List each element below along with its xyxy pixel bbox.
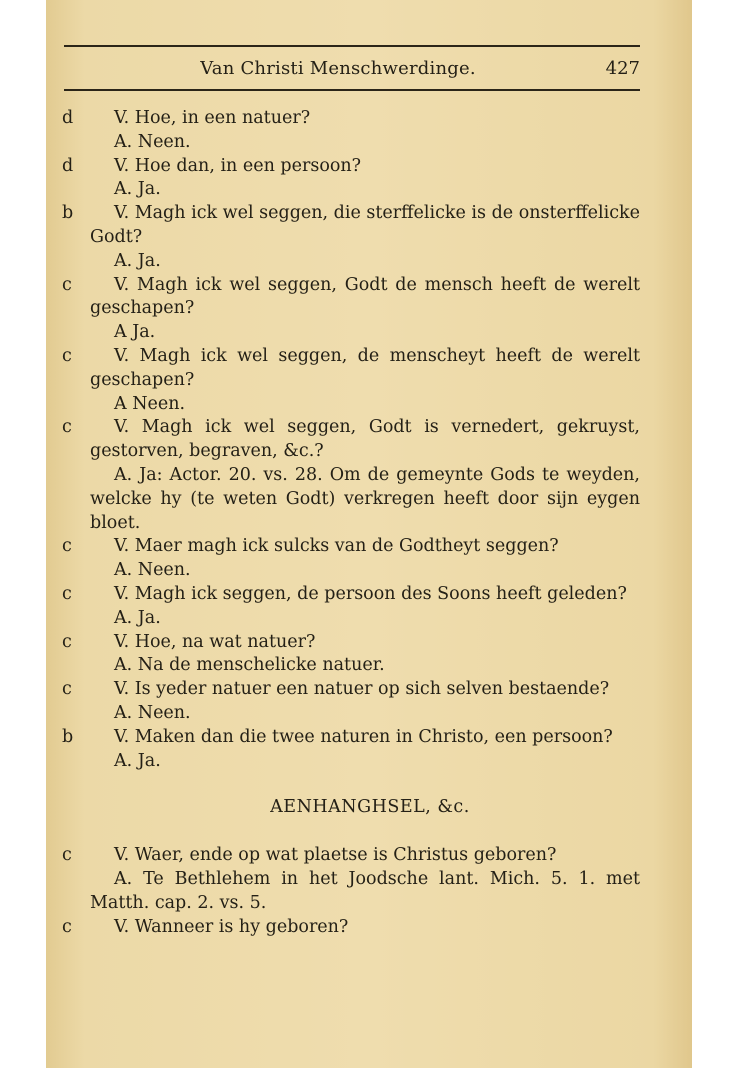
- margin-marker: c: [62, 417, 72, 438]
- answer-text: A. Na de menschelicke natuer.: [114, 655, 385, 676]
- qa-entry: [62, 916, 640, 940]
- question-text: V. Wanneer is hy geboren?: [114, 916, 349, 937]
- qa-entry: [62, 631, 640, 679]
- page-number: 427: [605, 58, 640, 79]
- answer-text: A. Te Bethlehem in het Joodsche lant. Mich. 5. 1. met Matth. cap. 2. vs. 5.: [90, 868, 640, 913]
- margin-marker: b: [62, 726, 74, 747]
- answer-text: A. Ja.: [114, 607, 161, 628]
- margin-marker: c: [62, 679, 72, 700]
- appendix-question-list: [62, 844, 640, 939]
- book-page: [46, 0, 692, 1068]
- question-text: V. Magh ick wel seggen, Godt de mensch heeft de werelt geschapen?: [90, 274, 640, 319]
- qa-entry: [62, 345, 640, 416]
- qa-entry: [62, 535, 640, 583]
- question-text: V. Magh ick seggen, de persoon des Soons heeft geleden?: [114, 583, 627, 604]
- margin-marker: c: [62, 345, 72, 366]
- header-rule-bottom: [64, 89, 640, 91]
- answer-text: A Ja.: [114, 322, 156, 343]
- question-answer-list: [62, 107, 640, 773]
- question-text: V. Maken dan die twee naturen in Christo, een persoon?: [114, 726, 613, 747]
- margin-marker: d: [62, 108, 74, 128]
- catechism-text: [62, 107, 640, 939]
- answer-text: A. Ja.: [114, 250, 161, 271]
- answer-text: A. Neen.: [114, 131, 191, 152]
- question-text: V. Magh ick wel seggen, die sterffelicke is de onsterffelicke Godt?: [90, 203, 640, 247]
- margin-marker: c: [62, 631, 72, 652]
- header-rule-top: [64, 45, 640, 47]
- question-text: V. Maer magh ick sulcks van de Godtheyt seggen?: [114, 536, 559, 557]
- answer-text: A. Ja.: [114, 750, 161, 771]
- answer-text: A. Ja: Actor. 20. vs. 28. Om de gemeynte Gods te weyden, welcke hy (te weten Godt) verkregen heeft door sijn eygen bloet.: [90, 464, 640, 533]
- qa-entry: [62, 107, 640, 155]
- qa-entry: [62, 583, 640, 631]
- qa-entry: [62, 202, 640, 273]
- running-head-title: Van Christi Menschwerdinge.: [200, 58, 476, 79]
- question-text: V. Magh ick wel seggen, Godt is vernedert, gekruyst, gestorven, begraven, &c.?: [90, 417, 640, 462]
- qa-entry: [62, 726, 640, 774]
- qa-entry: [62, 844, 640, 915]
- qa-entry: [62, 416, 640, 535]
- answer-text: A. Neen.: [114, 702, 191, 723]
- margin-marker: c: [62, 845, 72, 866]
- qa-entry: [62, 155, 640, 203]
- margin-marker: c: [62, 274, 72, 295]
- margin-marker: c: [62, 536, 72, 557]
- margin-marker: c: [62, 583, 72, 604]
- margin-marker: b: [62, 203, 74, 224]
- answer-text: A. Neen.: [114, 560, 191, 581]
- qa-entry: [62, 678, 640, 726]
- margin-marker: d: [62, 155, 74, 176]
- qa-entry: [62, 274, 640, 345]
- question-text: V. Hoe, in een natuer?: [114, 108, 311, 128]
- question-text: V. Magh ick wel seggen, de menscheyt heeft de werelt geschapen?: [90, 345, 640, 390]
- answer-text: A. Ja.: [114, 179, 161, 200]
- answer-text: A Neen.: [114, 393, 186, 414]
- question-text: V. Hoe dan, in een persoon?: [114, 155, 362, 176]
- margin-marker: c: [62, 916, 72, 937]
- question-text: V. Is yeder natuer een natuer op sich selven bestaende?: [114, 679, 610, 700]
- question-text: V. Hoe, na wat natuer?: [114, 631, 316, 652]
- question-text: V. Waer, ende op wat plaetse is Christus geboren?: [114, 845, 557, 866]
- appendix-heading: AENHANGHSEL, &c.: [270, 797, 470, 818]
